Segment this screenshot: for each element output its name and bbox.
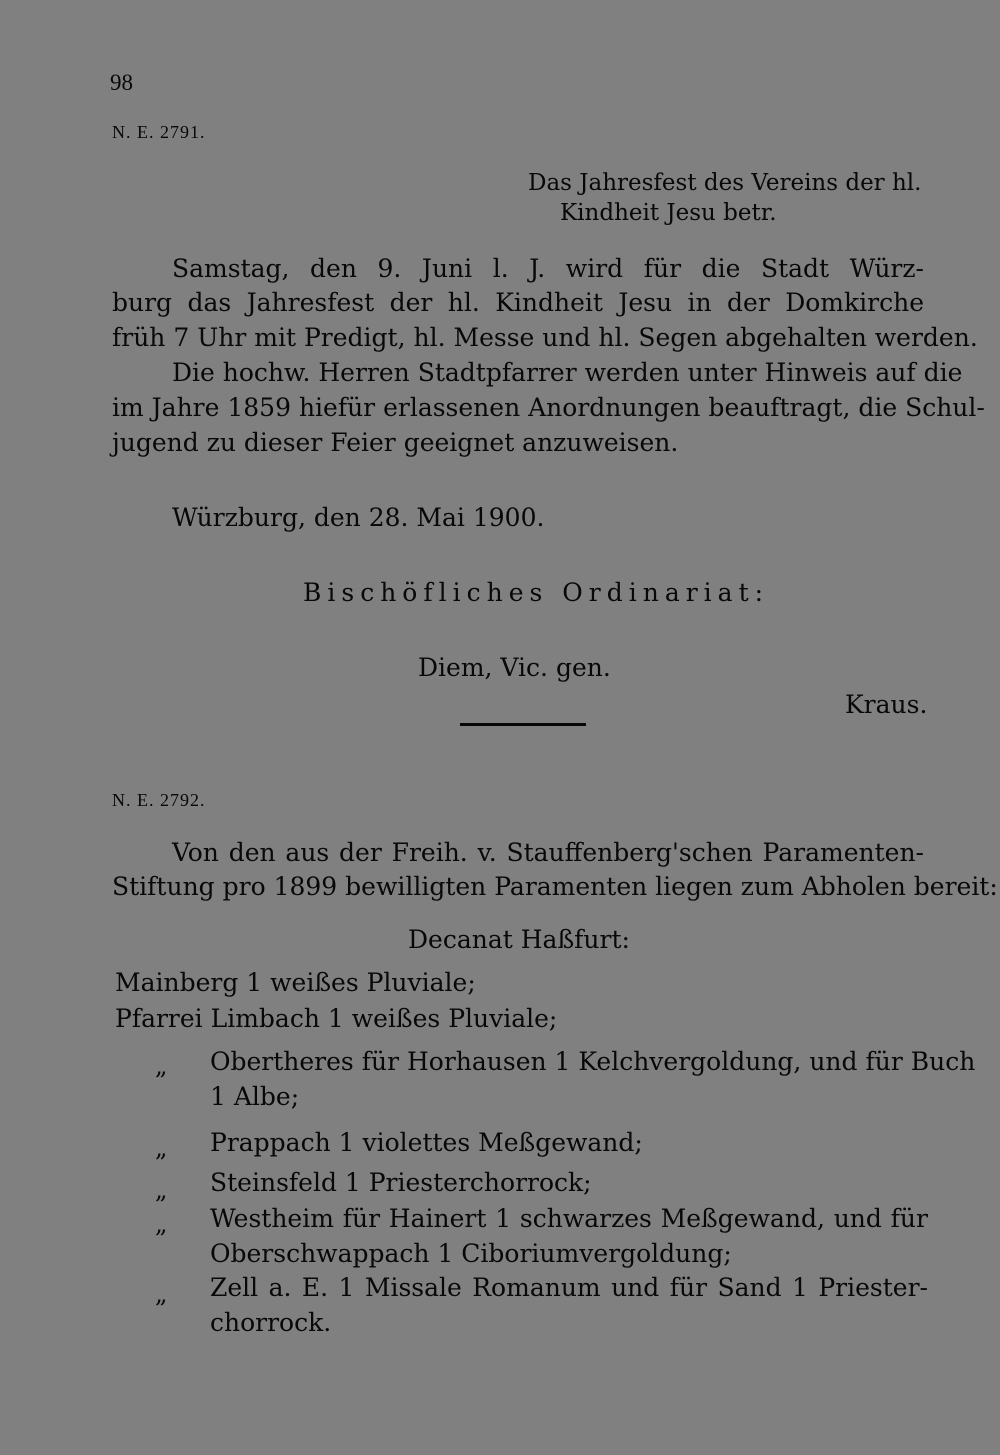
secretary-signature: Kraus. bbox=[845, 690, 928, 719]
ditto-mark: „ bbox=[155, 1280, 168, 1308]
ditto-mark: „ bbox=[155, 1134, 168, 1162]
reference-number: N. E. 2791. bbox=[112, 122, 206, 142]
body-line: Stiftung pro 1899 bewilligten Paramenten liegen zum Abholen bereit: bbox=[112, 872, 998, 901]
list-item: chorrock. bbox=[210, 1308, 332, 1337]
body-line: Die hochw. Herren Stadtpfarrer werden unter Hinweis auf die bbox=[172, 358, 963, 387]
body-line: burg das Jahresfest der hl. Kindheit Jesu in der Domkirche bbox=[112, 288, 924, 317]
place-date: Würzburg, den 28. Mai 1900. bbox=[172, 503, 545, 532]
section-divider bbox=[460, 723, 586, 726]
page-number: 98 bbox=[110, 70, 133, 95]
list-item: Westheim für Hainert 1 schwarzes Meßgewand, und für bbox=[210, 1204, 928, 1233]
body-line: im Jahre 1859 hiefür erlassenen Anordnungen beauftragt, die Schul- bbox=[112, 393, 985, 422]
body-line: jugend zu dieser Feier geeignet anzuweisen. bbox=[112, 428, 679, 457]
list-item: Zell a. E. 1 Missale Romanum und für Sand 1 Priester- bbox=[210, 1273, 928, 1302]
reference-number: N. E. 2792. bbox=[112, 790, 206, 810]
ditto-mark: „ bbox=[155, 1052, 168, 1080]
signatory: Diem, Vic. gen. bbox=[418, 653, 611, 682]
list-item: Obertheres für Horhausen 1 Kelchvergoldung, und für Buch bbox=[210, 1047, 976, 1076]
list-item: Steinsfeld 1 Priesterchorrock; bbox=[210, 1168, 592, 1197]
body-line: Von den aus der Freih. v. Stauffenberg'schen Paramenten- bbox=[172, 838, 924, 867]
list-item: Prappach 1 violettes Meßgewand; bbox=[210, 1128, 643, 1157]
body-line: früh 7 Uhr mit Predigt, hl. Messe und hl. Segen abgehalten werden. bbox=[112, 323, 978, 352]
decanat-heading: Decanat Haßfurt: bbox=[408, 925, 630, 954]
list-item: Oberschwappach 1 Ciboriumvergoldung; bbox=[210, 1239, 732, 1268]
subject-line: Das Jahresfest des Vereins der hl. bbox=[528, 170, 922, 196]
list-item: Pfarrei Limbach 1 weißes Pluviale; bbox=[115, 1004, 558, 1033]
ditto-mark: „ bbox=[155, 1210, 168, 1238]
body-line: Samstag, den 9. Juni l. J. wird für die Stadt Würz- bbox=[172, 254, 924, 283]
list-item: Mainberg 1 weißes Pluviale; bbox=[115, 968, 476, 997]
issuing-office: Bischöfliches Ordinariat: bbox=[303, 578, 770, 607]
list-item: 1 Albe; bbox=[210, 1082, 300, 1111]
ditto-mark: „ bbox=[155, 1176, 168, 1204]
subject-line: Kindheit Jesu betr. bbox=[560, 200, 777, 226]
